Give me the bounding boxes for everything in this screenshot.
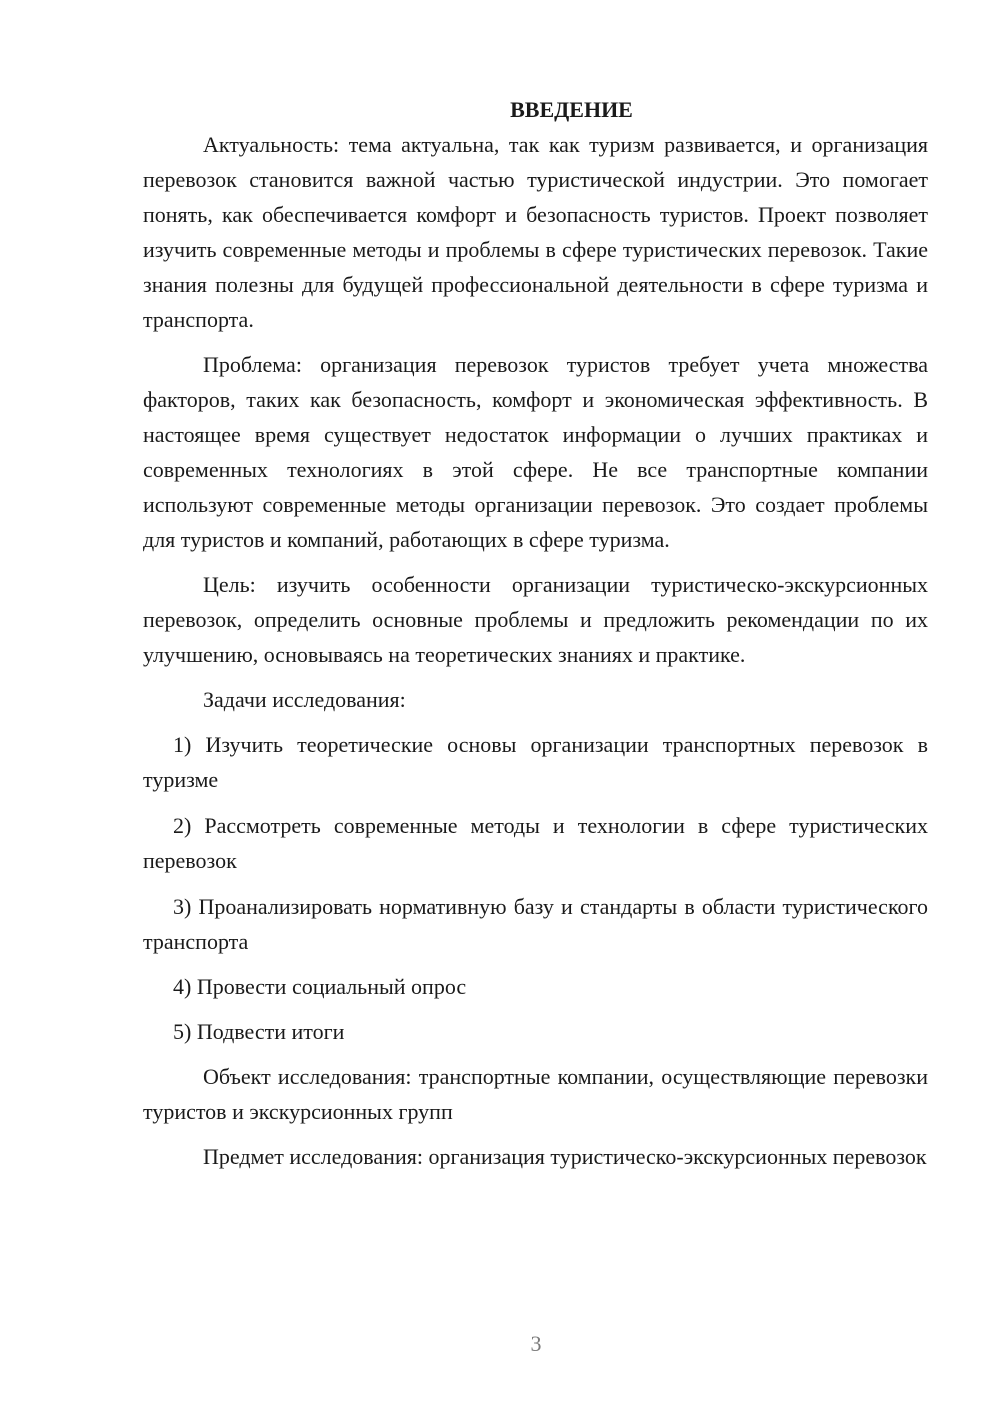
page-content	[143, 92, 928, 1174]
paragraph-goal: Цель: изучить особенности организации туристическо-экскурсионных перевозок, определить основные проблемы и предложить рекомендации по их улучшению, основываясь на теоретических знаниях и практике.	[143, 572, 928, 667]
page-number: 3	[530, 1331, 542, 1356]
paragraph-subject: Предмет исследования: организация туристическо-экскурсионных перевозок	[203, 1144, 927, 1169]
page-title	[143, 92, 928, 127]
paragraph-relevance: Актуальность: тема актуальна, так как туризм развивается, и организация перевозок становится важной частью туристической индустрии. Это помогает понять, как обеспечивается комфорт и безопасность туристов. Проект позволяет изучить современные методы и проблемы в сфере туристических перевозок. Такие знания полезны для будущей профессиональной деятельности в сфере туризма и транспорта.	[143, 132, 928, 332]
task-item-4: 4) Провести социальный опрос	[173, 974, 467, 999]
page-title-text: ВВЕДЕНИЕ	[510, 97, 633, 122]
task-item-2: 2) Рассмотреть современные методы и технологии в сфере туристических перевозок	[143, 813, 928, 873]
paragraph-object: Объект исследования: транспортные компании, осуществляющие перевозки туристов и экскурсионных групп	[143, 1064, 928, 1124]
task-item-5: 5) Подвести итоги	[173, 1019, 345, 1044]
paragraph-problem: Проблема: организация перевозок туристов требует учета множества факторов, таких как безопасность, комфорт и экономическая эффективность. В настоящее время существует недостаток информации о лучших практиках и современных технологиях в этой сфере. Не все транспортные компании используют современные методы организации перевозок. Это создает проблемы для туристов и компаний, работающих в сфере туризма.	[143, 352, 928, 552]
task-item-1: 1) Изучить теоретические основы организации транспортных перевозок в туризме	[143, 732, 928, 792]
tasks-heading: Задачи исследования:	[203, 687, 406, 712]
task-item-3: 3) Проанализировать нормативную базу и стандарты в области туристического транспорта	[143, 894, 928, 954]
